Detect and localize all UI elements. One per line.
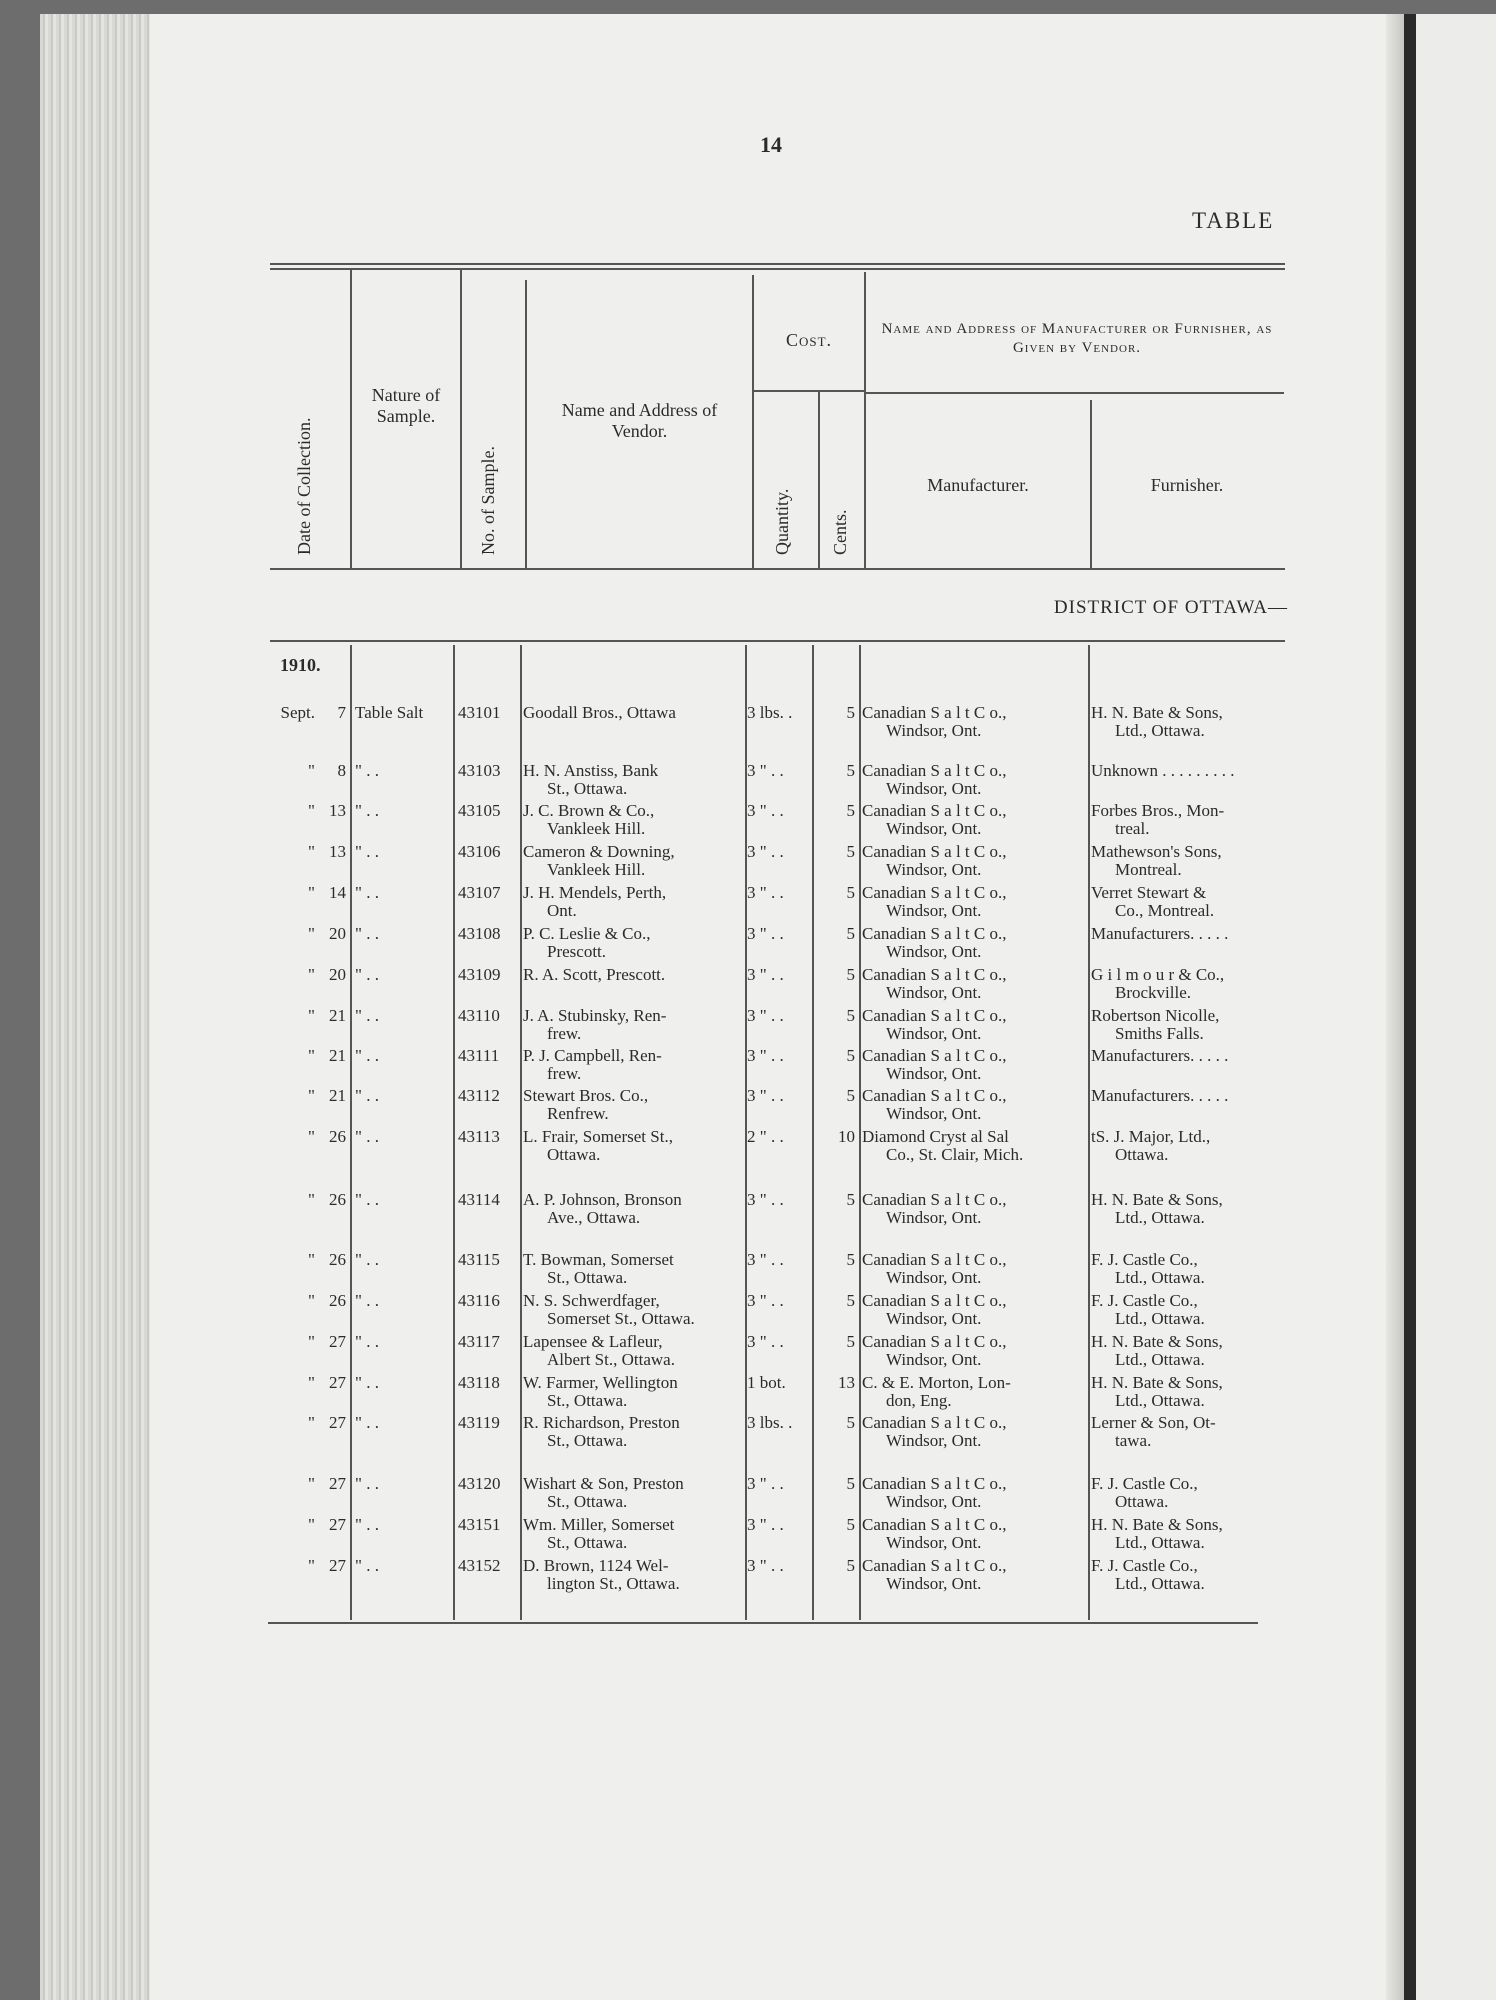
cell-manufacturer: Canadian S a l t C o., <box>862 1413 1007 1432</box>
cell-month: " <box>308 1046 315 1065</box>
cell-furnisher: Manufacturers. . . . . <box>1091 1086 1229 1105</box>
cell-furnisher: Mathewson's Sons, <box>1091 842 1222 861</box>
cell-cents: 10 <box>838 1127 855 1146</box>
cell-nature: " . . <box>355 842 379 861</box>
cell-nature: " . . <box>355 1515 379 1534</box>
cell-furnisher-line2: Ltd., Ottawa. <box>1115 1533 1205 1552</box>
cell-month: " <box>308 1332 315 1351</box>
cell-vendor-line2: frew. <box>547 1064 582 1083</box>
district-heading: DISTRICT OF OTTAWA— <box>1053 597 1288 618</box>
header-cost: Cost. <box>785 330 833 350</box>
cell-qty: 3 " . . <box>747 1515 784 1534</box>
cell-vendor: A. P. Johnson, Bronson <box>523 1190 682 1209</box>
cell-nature: Table Salt <box>355 703 424 722</box>
cell-furnisher-line2: treal. <box>1115 819 1150 838</box>
cell-nature: " . . <box>355 761 379 780</box>
cell-qty: 3 lbs. . <box>747 703 793 722</box>
cell-vendor-line2: St., Ottawa. <box>547 1431 628 1450</box>
cell-manufacturer: Canadian S a l t C o., <box>862 1556 1007 1575</box>
cell-no: 43111 <box>458 1046 500 1065</box>
cell-nature: " . . <box>355 1413 379 1432</box>
cell-cents: 5 <box>846 1250 855 1269</box>
cell-qty: 3 " . . <box>747 842 784 861</box>
cell-month: " <box>308 1127 315 1146</box>
body-col-line <box>350 645 352 1620</box>
cell-day: 27 <box>329 1515 346 1534</box>
cell-nature: " . . <box>355 1046 379 1065</box>
cell-no: 43151 <box>458 1515 501 1534</box>
cell-furnisher-line2: Ltd., Ottawa. <box>1115 1309 1205 1328</box>
cell-vendor: T. Bowman, Somerset <box>523 1250 674 1269</box>
cell-vendor-line2: Prescott. <box>547 942 607 961</box>
cell-furnisher: Verret Stewart & <box>1091 883 1207 902</box>
book-spine <box>1404 14 1416 2000</box>
cell-manufacturer-line2: don, Eng. <box>886 1391 952 1410</box>
cell-qty: 3 " . . <box>747 1006 784 1025</box>
cell-vendor-line2: Vankleek Hill. <box>547 860 646 879</box>
cell-vendor-line2: Somerset St., Ottawa. <box>547 1309 695 1328</box>
cell-furnisher-line2: Ltd., Ottawa. <box>1115 1391 1205 1410</box>
cell-nature: " . . <box>355 1127 379 1146</box>
cell-month: " <box>308 1006 315 1025</box>
cell-qty: 3 " . . <box>747 883 784 902</box>
cell-cents: 5 <box>846 703 855 722</box>
cell-manufacturer-line2: Windsor, Ont. <box>886 721 982 740</box>
cell-month: " <box>308 842 315 861</box>
cell-vendor-line2: frew. <box>547 1024 582 1043</box>
cell-manufacturer-line2: Windsor, Ont. <box>886 1104 982 1123</box>
cell-furnisher-line2: Ltd., Ottawa. <box>1115 721 1205 740</box>
cell-day: 14 <box>329 883 346 902</box>
cell-manufacturer: Canadian S a l t C o., <box>862 883 1007 902</box>
cell-manufacturer-line2: Co., St. Clair, Mich. <box>886 1145 1024 1164</box>
cell-manufacturer: Canadian S a l t C o., <box>862 703 1007 722</box>
cell-cents: 5 <box>846 842 855 861</box>
cell-vendor: Wm. Miller, Somerset <box>523 1515 675 1534</box>
cell-no: 43110 <box>458 1006 500 1025</box>
body-col-line <box>453 645 455 1620</box>
cell-day: 26 <box>329 1250 346 1269</box>
cell-month: " <box>308 1515 315 1534</box>
page-number: 14 <box>760 132 782 157</box>
cell-manufacturer: Canadian S a l t C o., <box>862 1190 1007 1209</box>
cell-no: 43101 <box>458 703 501 722</box>
cell-furnisher: Unknown . . . . . . . . . <box>1091 761 1235 780</box>
cell-vendor: P. J. Campbell, Ren- <box>523 1046 662 1065</box>
cell-no: 43152 <box>458 1556 501 1575</box>
cell-qty: 3 " . . <box>747 1556 784 1575</box>
cell-day: 21 <box>329 1006 346 1025</box>
cell-nature: " . . <box>355 1006 379 1025</box>
cell-cents: 5 <box>846 1046 855 1065</box>
cell-vendor: W. Farmer, Wellington <box>523 1373 678 1392</box>
cell-no: 43108 <box>458 924 501 943</box>
cell-qty: 3 " . . <box>747 801 784 820</box>
cell-vendor: J. C. Brown & Co., <box>523 801 655 820</box>
cell-furnisher: H. N. Bate & Sons, <box>1091 1332 1223 1351</box>
cell-qty: 3 " . . <box>747 1190 784 1209</box>
header-cents: Cents. <box>830 509 850 555</box>
cell-nature: " . . <box>355 1190 379 1209</box>
cell-furnisher: Lerner & Son, Ot- <box>1091 1413 1216 1432</box>
cell-furnisher: Forbes Bros., Mon- <box>1091 801 1225 820</box>
cell-day: 26 <box>329 1291 346 1310</box>
cell-furnisher-line2: Smiths Falls. <box>1115 1024 1204 1043</box>
cell-no: 43107 <box>458 883 501 902</box>
cost-divider <box>754 390 864 392</box>
cell-manufacturer: Canadian S a l t C o., <box>862 1250 1007 1269</box>
cell-vendor-line2: Renfrew. <box>547 1104 609 1123</box>
cell-vendor-line2: St., Ottawa. <box>547 1268 628 1287</box>
cell-cents: 5 <box>846 761 855 780</box>
cell-furnisher-line2: Co., Montreal. <box>1115 901 1215 920</box>
cell-manufacturer: Canadian S a l t C o., <box>862 1006 1007 1025</box>
cell-day: 26 <box>329 1190 346 1209</box>
header-furnisher: Furnisher. <box>1150 475 1224 495</box>
maker-divider <box>866 392 1284 394</box>
cell-month: " <box>308 761 315 780</box>
cell-day: 27 <box>329 1332 346 1351</box>
cell-day: 20 <box>329 965 346 984</box>
cell-furnisher: G i l m o u r & Co., <box>1091 965 1225 984</box>
cell-no: 43109 <box>458 965 501 984</box>
cell-month: Sept. <box>280 703 315 722</box>
cell-cents: 5 <box>846 1515 855 1534</box>
header-manufacturer: Manufacturer. <box>927 475 1029 495</box>
cell-month: " <box>308 1373 315 1392</box>
cell-furnisher-line2: Montreal. <box>1115 860 1182 879</box>
cell-furnisher: F. J. Castle Co., <box>1091 1556 1198 1575</box>
cell-month: " <box>308 924 315 943</box>
cell-cents: 5 <box>846 1474 855 1493</box>
cell-manufacturer-line2: Windsor, Ont. <box>886 1268 982 1287</box>
cell-nature: " . . <box>355 1291 379 1310</box>
cell-furnisher-line2: tawa. <box>1115 1431 1152 1450</box>
header-vendor: Name and Address of Vendor. <box>561 400 718 441</box>
year-label: 1910. <box>280 655 321 675</box>
cell-no: 43114 <box>458 1190 500 1209</box>
cell-day: 7 <box>337 703 346 722</box>
header-quantity: Quantity. <box>772 488 792 555</box>
cell-cents: 5 <box>846 924 855 943</box>
cell-furnisher-line2: Ottawa. <box>1115 1492 1169 1511</box>
cell-manufacturer: Canadian S a l t C o., <box>862 1086 1007 1105</box>
cell-furnisher: H. N. Bate & Sons, <box>1091 703 1223 722</box>
cell-manufacturer-line2: Windsor, Ont. <box>886 1350 982 1369</box>
cell-cents: 5 <box>846 883 855 902</box>
cell-nature: " . . <box>355 1373 379 1392</box>
cell-day: 27 <box>329 1556 346 1575</box>
cell-manufacturer: Canadian S a l t C o., <box>862 1291 1007 1310</box>
table-bottom-rule <box>268 1622 1258 1624</box>
cell-manufacturer-line2: Windsor, Ont. <box>886 1492 982 1511</box>
cell-vendor: N. S. Schwerdfager, <box>523 1291 660 1310</box>
cell-vendor: L. Frair, Somerset St., <box>523 1127 673 1146</box>
cell-no: 43112 <box>458 1086 500 1105</box>
cell-manufacturer-line2: Windsor, Ont. <box>886 779 982 798</box>
cell-vendor-line2: Albert St., Ottawa. <box>547 1350 675 1369</box>
cell-qty: 3 " . . <box>747 1474 784 1493</box>
cell-qty: 3 " . . <box>747 1046 784 1065</box>
header-col-line <box>864 272 866 568</box>
header-bottom-rule <box>270 568 1285 570</box>
cell-cents: 13 <box>838 1373 855 1392</box>
cell-day: 13 <box>329 842 346 861</box>
cell-cents: 5 <box>846 1190 855 1209</box>
cell-furnisher: tS. J. Major, Ltd., <box>1091 1127 1211 1146</box>
cell-vendor: Lapensee & Lafleur, <box>523 1332 663 1351</box>
cell-nature: " . . <box>355 965 379 984</box>
header-col-line <box>460 270 462 568</box>
cell-nature: " . . <box>355 924 379 943</box>
cell-nature: " . . <box>355 883 379 902</box>
cell-manufacturer-line2: Windsor, Ont. <box>886 1574 982 1593</box>
page-stack-edge <box>40 14 150 2000</box>
cell-no: 43106 <box>458 842 501 861</box>
cell-qty: 3 lbs. . <box>747 1413 793 1432</box>
cell-qty: 3 " . . <box>747 924 784 943</box>
cell-no: 43118 <box>458 1373 500 1392</box>
cell-vendor: P. C. Leslie & Co., <box>523 924 651 943</box>
cell-month: " <box>308 1086 315 1105</box>
cell-day: 27 <box>329 1474 346 1493</box>
cell-qty: 3 " . . <box>747 1250 784 1269</box>
header-date: Date of Collection. <box>294 417 314 555</box>
cell-manufacturer-line2: Windsor, Ont. <box>886 901 982 920</box>
cell-furnisher-line2: Brockville. <box>1115 983 1192 1002</box>
body-col-line <box>520 645 522 1620</box>
district-rule <box>270 640 1285 642</box>
cell-vendor-line2: St., Ottawa. <box>547 779 628 798</box>
cell-month: " <box>308 801 315 820</box>
header-col-line <box>818 392 820 568</box>
cell-vendor: J. H. Mendels, Perth, <box>523 883 667 902</box>
cell-cents: 5 <box>846 965 855 984</box>
cell-day: 8 <box>337 761 346 780</box>
cell-day: 26 <box>329 1127 346 1146</box>
cell-nature: " . . <box>355 801 379 820</box>
cell-cents: 5 <box>846 1006 855 1025</box>
header-nature: Nature of Sample. <box>371 385 441 426</box>
header-col-line <box>525 280 527 568</box>
cell-month: " <box>308 1474 315 1493</box>
cell-cents: 5 <box>846 1291 855 1310</box>
cell-vendor-line2: Ave., Ottawa. <box>547 1208 641 1227</box>
cell-nature: " . . <box>355 1250 379 1269</box>
cell-vendor: R. A. Scott, Prescott. <box>523 965 666 984</box>
cell-manufacturer: Diamond Cryst al Sal <box>862 1127 1009 1146</box>
cell-manufacturer: Canadian S a l t C o., <box>862 801 1007 820</box>
cell-furnisher-line2: Ltd., Ottawa. <box>1115 1268 1205 1287</box>
cell-month: " <box>308 1556 315 1575</box>
cell-day: 27 <box>329 1413 346 1432</box>
cell-no: 43105 <box>458 801 501 820</box>
cell-no: 43113 <box>458 1127 500 1146</box>
cell-day: 20 <box>329 924 346 943</box>
cell-nature: " . . <box>355 1474 379 1493</box>
cell-vendor-line2: St., Ottawa. <box>547 1533 628 1552</box>
cell-qty: 3 " . . <box>747 1291 784 1310</box>
cell-month: " <box>308 1413 315 1432</box>
cell-cents: 5 <box>846 801 855 820</box>
cell-qty: 3 " . . <box>747 1332 784 1351</box>
cell-furnisher: Manufacturers. . . . . <box>1091 924 1229 943</box>
cell-manufacturer: Canadian S a l t C o., <box>862 1474 1007 1493</box>
cell-nature: " . . <box>355 1086 379 1105</box>
body-col-line <box>812 645 814 1620</box>
cell-furnisher: H. N. Bate & Sons, <box>1091 1373 1223 1392</box>
cell-cents: 5 <box>846 1413 855 1432</box>
cell-month: " <box>308 1291 315 1310</box>
cell-manufacturer: Canadian S a l t C o., <box>862 842 1007 861</box>
cell-vendor: R. Richardson, Preston <box>523 1413 680 1432</box>
cell-vendor-line2: St., Ottawa. <box>547 1391 628 1410</box>
cell-no: 43116 <box>458 1291 500 1310</box>
cell-no: 43115 <box>458 1250 500 1269</box>
cell-manufacturer-line2: Windsor, Ont. <box>886 942 982 961</box>
cell-month: " <box>308 1190 315 1209</box>
cell-manufacturer-line2: Windsor, Ont. <box>886 1533 982 1552</box>
cell-month: " <box>308 883 315 902</box>
cell-no: 43103 <box>458 761 501 780</box>
cell-nature: " . . <box>355 1332 379 1351</box>
cell-manufacturer-line2: Windsor, Ont. <box>886 983 982 1002</box>
cell-manufacturer-line2: Windsor, Ont. <box>886 860 982 879</box>
body-col-line <box>1088 645 1090 1620</box>
cell-manufacturer-line2: Windsor, Ont. <box>886 1208 982 1227</box>
header-col-line <box>752 275 754 568</box>
header-top-rule <box>270 263 1285 265</box>
cell-manufacturer-line2: Windsor, Ont. <box>886 1024 982 1043</box>
cell-day: 21 <box>329 1086 346 1105</box>
cell-cents: 5 <box>846 1556 855 1575</box>
cell-qty: 2 " . . <box>747 1127 784 1146</box>
cell-no: 43120 <box>458 1474 501 1493</box>
cell-furnisher: F. J. Castle Co., <box>1091 1291 1198 1310</box>
cell-manufacturer: Canadian S a l t C o., <box>862 761 1007 780</box>
cell-vendor: Goodall Bros., Ottawa <box>523 703 676 722</box>
cell-qty: 3 " . . <box>747 1086 784 1105</box>
cell-month: " <box>308 965 315 984</box>
cell-manufacturer: C. & E. Morton, Lon- <box>862 1373 1011 1392</box>
cell-cents: 5 <box>846 1332 855 1351</box>
cell-vendor-line2: St., Ottawa. <box>547 1492 628 1511</box>
cell-month: " <box>308 1250 315 1269</box>
cell-manufacturer-line2: Windsor, Ont. <box>886 819 982 838</box>
cell-furnisher-line2: Ltd., Ottawa. <box>1115 1208 1205 1227</box>
cell-manufacturer-line2: Windsor, Ont. <box>886 1064 982 1083</box>
header-col-line <box>350 270 352 568</box>
cell-manufacturer-line2: Windsor, Ont. <box>886 1309 982 1328</box>
header-top-rule-2 <box>270 268 1285 270</box>
cell-qty: 3 " . . <box>747 761 784 780</box>
cell-furnisher: F. J. Castle Co., <box>1091 1474 1198 1493</box>
adjacent-page <box>1412 14 1496 2000</box>
cell-furnisher: H. N. Bate & Sons, <box>1091 1515 1223 1534</box>
cell-vendor-line2: Ont. <box>547 901 577 920</box>
cell-no: 43117 <box>458 1332 500 1351</box>
cell-vendor: Stewart Bros. Co., <box>523 1086 649 1105</box>
cell-vendor-line2: Vankleek Hill. <box>547 819 646 838</box>
cell-vendor: Cameron & Downing, <box>523 842 675 861</box>
cell-vendor: D. Brown, 1124 Wel- <box>523 1556 669 1575</box>
header-maker-group: Name and Address of Manufacturer or Furnisher, as Given by Vendor. <box>881 321 1273 356</box>
cell-vendor: J. A. Stubinsky, Ren- <box>523 1006 667 1025</box>
cell-manufacturer: Canadian S a l t C o., <box>862 1515 1007 1534</box>
cell-furnisher: H. N. Bate & Sons, <box>1091 1190 1223 1209</box>
cell-vendor-line2: Ottawa. <box>547 1145 601 1164</box>
header-number: No. of Sample. <box>478 446 498 555</box>
cell-furnisher-line2: Ltd., Ottawa. <box>1115 1350 1205 1369</box>
cell-vendor-line2: lington St., Ottawa. <box>547 1574 680 1593</box>
cell-cents: 5 <box>846 1086 855 1105</box>
cell-manufacturer: Canadian S a l t C o., <box>862 924 1007 943</box>
cell-furnisher: F. J. Castle Co., <box>1091 1250 1198 1269</box>
cell-nature: " . . <box>355 1556 379 1575</box>
cell-day: 27 <box>329 1373 346 1392</box>
cell-manufacturer: Canadian S a l t C o., <box>862 1046 1007 1065</box>
cell-furnisher-line2: Ltd., Ottawa. <box>1115 1574 1205 1593</box>
cell-manufacturer: Canadian S a l t C o., <box>862 1332 1007 1351</box>
body-col-line <box>859 645 861 1620</box>
cell-vendor: Wishart & Son, Preston <box>523 1474 684 1493</box>
cell-furnisher: Manufacturers. . . . . <box>1091 1046 1229 1065</box>
cell-furnisher-line2: Ottawa. <box>1115 1145 1169 1164</box>
table-title: TABLE <box>1192 208 1275 233</box>
cell-vendor: H. N. Anstiss, Bank <box>523 761 659 780</box>
cell-manufacturer-line2: Windsor, Ont. <box>886 1431 982 1450</box>
cell-furnisher: Robertson Nicolle, <box>1091 1006 1220 1025</box>
cell-day: 13 <box>329 801 346 820</box>
cell-day: 21 <box>329 1046 346 1065</box>
cell-manufacturer: Canadian S a l t C o., <box>862 965 1007 984</box>
cell-no: 43119 <box>458 1413 500 1432</box>
cell-qty: 1 bot. <box>747 1373 786 1392</box>
cell-qty: 3 " . . <box>747 965 784 984</box>
